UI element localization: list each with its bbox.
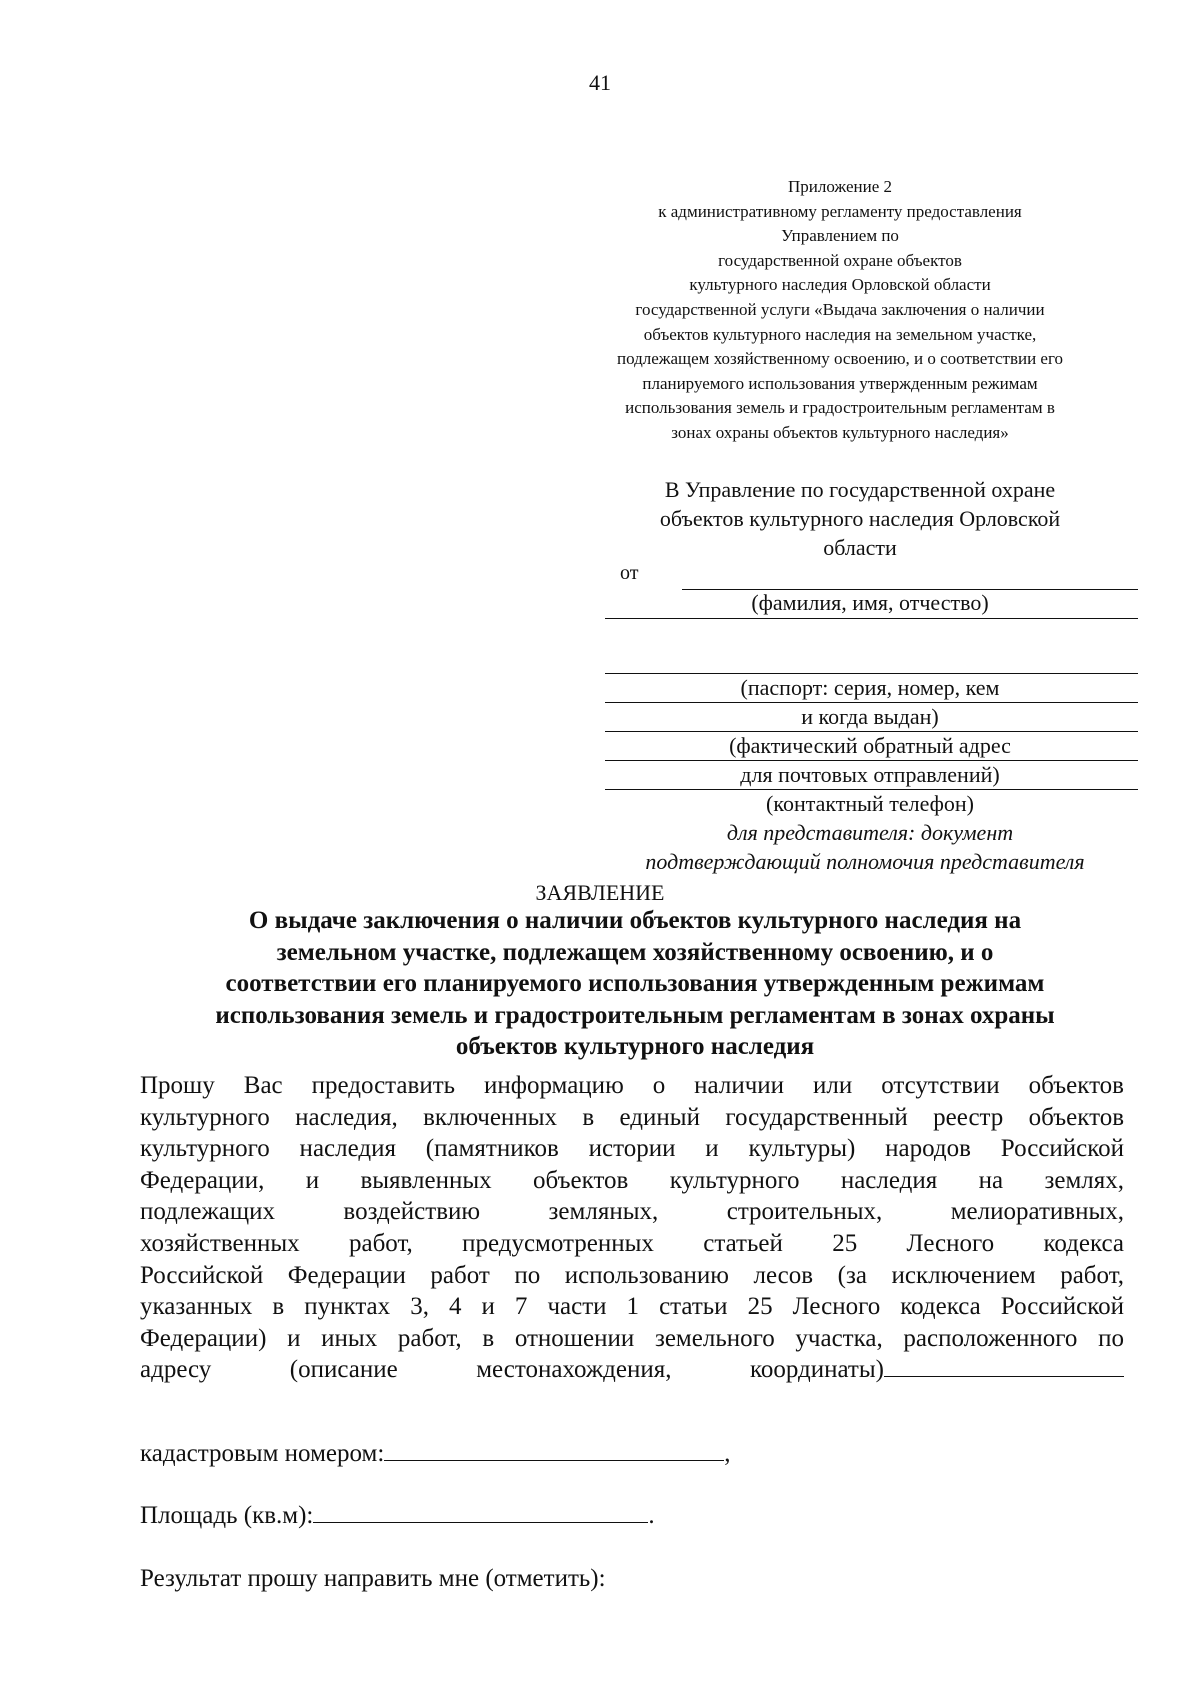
page-number: 41 bbox=[589, 70, 611, 95]
area-field bbox=[140, 1502, 655, 1530]
from-label: от bbox=[620, 562, 639, 584]
area-blank[interactable] bbox=[313, 1522, 648, 1523]
paragraph-line: культурного наследия, включенных в единый государственный реестр объектов bbox=[140, 1103, 1124, 1131]
area-label: Площадь (кв.м): bbox=[140, 1502, 314, 1529]
cadastral-blank[interactable] bbox=[384, 1460, 724, 1461]
area-suffix: . bbox=[648, 1502, 655, 1529]
title-line: О выдаче заключения о наличии объектов культурного наследия на bbox=[248, 907, 1022, 934]
representative-caption-2: подтверждающий полномочия представителя bbox=[645, 849, 1085, 874]
title-line: объектов культурного наследия bbox=[455, 1033, 815, 1060]
paragraph-line: указанных в пунктах 3, 4 и 7 части 1 статьи 25 Лесного кодекса Российской bbox=[140, 1293, 1124, 1321]
paragraph-line: подлежащих воздействию земляных, строительных, мелиоративных, bbox=[140, 1198, 1124, 1226]
addressee-line: области bbox=[823, 535, 897, 560]
representative-caption-1: для представителя: документ bbox=[726, 820, 1014, 845]
address-word: координаты) bbox=[749, 1356, 884, 1384]
passport-caption-1: (паспорт: серия, номер, кем bbox=[740, 675, 1000, 700]
addressee-line: объектов культурного наследия Орловской bbox=[659, 506, 1061, 531]
appendix-line: культурного наследия Орловской области bbox=[689, 275, 991, 295]
passport-blank-line[interactable] bbox=[605, 673, 1138, 674]
appendix-line: государственной услуги «Выдача заключения о наличии bbox=[635, 299, 1045, 319]
address-blank-line-2[interactable] bbox=[605, 760, 1138, 761]
addressee-line: В Управление по государственной охране bbox=[664, 477, 1056, 502]
cadastral-label: кадастровым номером: bbox=[140, 1440, 385, 1467]
appendix-line: государственной охране объектов bbox=[718, 250, 962, 270]
appendix-line: подлежащем хозяйственному освоению, и о соответствии его bbox=[616, 349, 1064, 369]
appendix-header bbox=[560, 175, 1120, 446]
appendix-line: Приложение 2 bbox=[788, 177, 892, 196]
passport-blank-line-2[interactable] bbox=[605, 702, 1138, 703]
paragraph-line: Прошу Вас предоставить информацию о наличии или отсутствии объектов bbox=[140, 1072, 1124, 1099]
phone-blank-line[interactable] bbox=[605, 789, 1138, 790]
cadastral-field bbox=[140, 1440, 731, 1468]
address-caption-2: для почтовых отправлений) bbox=[740, 762, 1000, 787]
phone-caption: (контактный телефон) bbox=[766, 791, 974, 816]
address-word: (описание bbox=[289, 1356, 398, 1384]
fio-underline bbox=[605, 618, 1138, 619]
paragraph-line: Российской Федерации работ по использованию лесов (за исключением работ, bbox=[140, 1261, 1124, 1289]
paragraph-line: Федерации, и выявленных объектов культурного наследия на землях, bbox=[140, 1166, 1124, 1194]
paragraph-line: хозяйственных работ, предусмотренных статьей 25 Лесного кодекса bbox=[140, 1229, 1124, 1257]
addressee-block bbox=[600, 475, 1120, 562]
title-line: земельном участке, подлежащем хозяйственному освоению, и о bbox=[276, 938, 994, 966]
appendix-line: Управлением по bbox=[781, 226, 899, 246]
address-word: адресу bbox=[140, 1356, 212, 1384]
address-word: местонахождения, bbox=[476, 1356, 672, 1384]
appendix-line: зонах охраны объектов культурного наследия» bbox=[671, 422, 1009, 442]
request-paragraph bbox=[140, 1070, 1124, 1386]
title-line: соответствии его планируемого использования утвержденным режимам bbox=[225, 970, 1045, 997]
paragraph-line: Федерации) и иных работ, в отношении земельного участка, расположенного по bbox=[140, 1324, 1124, 1352]
address-blank-line[interactable] bbox=[605, 731, 1138, 732]
passport-caption-2: и когда выдан) bbox=[801, 704, 939, 729]
paragraph-line: культурного наследия (памятников истории и культуры) народов Российской bbox=[140, 1135, 1124, 1163]
document-title bbox=[140, 905, 1130, 1063]
address-blank[interactable] bbox=[884, 1376, 1124, 1377]
result-delivery-label: Результат прошу направить мне (отметить): bbox=[140, 1565, 606, 1592]
address-caption-1: (фактический обратный адрес bbox=[729, 733, 1011, 758]
address-tail bbox=[750, 1354, 1124, 1386]
appendix-line: объектов культурного наследия на земельном участке, bbox=[643, 324, 1037, 344]
document-heading: ЗАЯВЛЕНИЕ bbox=[535, 880, 665, 905]
appendix-line: использования земель и градостроительным регламентам в bbox=[625, 398, 1055, 418]
title-line: использования земель и градостроительным регламентам в зонах охраны bbox=[215, 1001, 1055, 1029]
address-line bbox=[140, 1354, 1124, 1386]
cadastral-suffix: , bbox=[724, 1440, 731, 1467]
appendix-line: к административному регламенту предоставления bbox=[658, 201, 1022, 221]
appendix-line: планируемого использования утвержденным режимам bbox=[642, 373, 1038, 393]
fio-caption: (фамилия, имя, отчество) bbox=[751, 590, 989, 615]
